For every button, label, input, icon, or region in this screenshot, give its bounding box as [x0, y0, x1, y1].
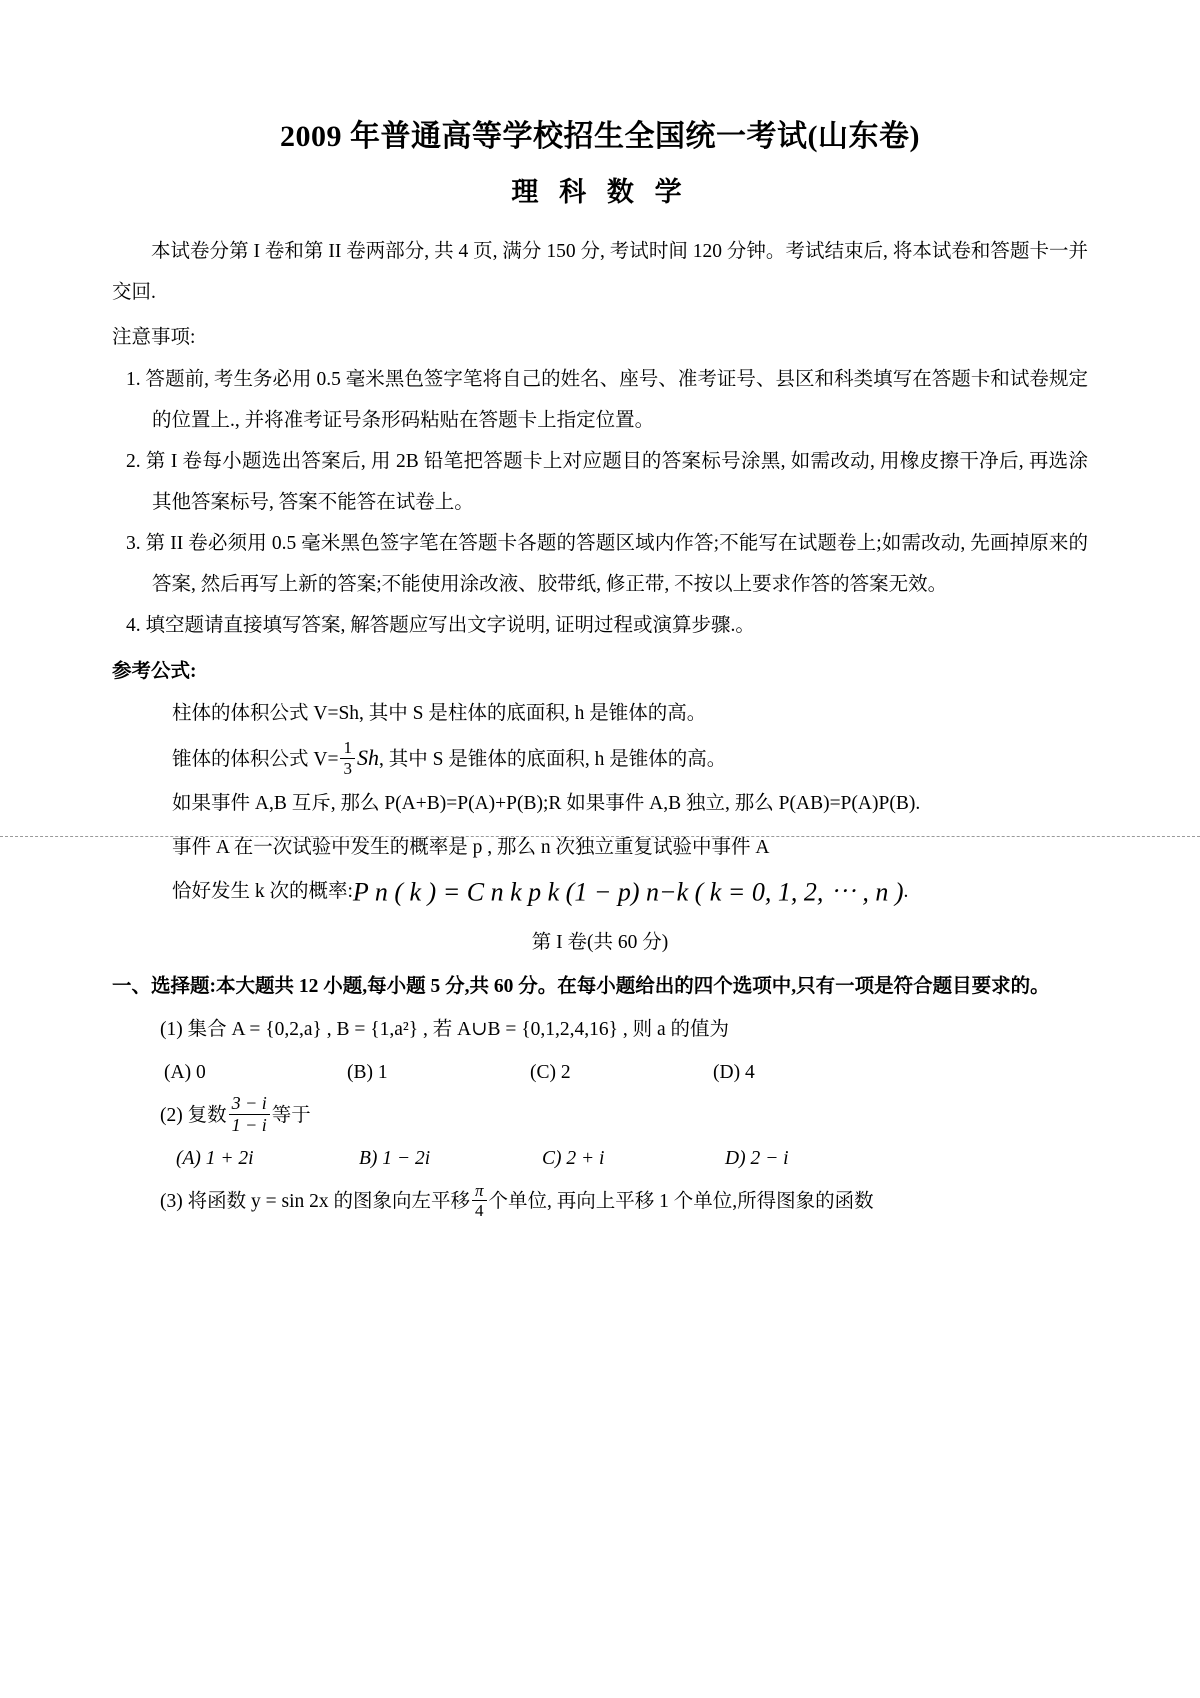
fraction-numerator: π — [472, 1182, 487, 1202]
choice-d[interactable]: (D) 4 — [713, 1062, 755, 1084]
fraction-one-third — [340, 739, 355, 778]
formula-cone-variable: Sh — [356, 744, 379, 770]
choice-d[interactable]: D) 2 − i — [725, 1148, 789, 1170]
formula-bernoulli — [112, 870, 1088, 915]
notice-list — [112, 359, 1088, 646]
list-item: 4. 填空题请直接填写答案, 解答题应写出文字说明, 证明过程或演算步骤.。 — [126, 614, 755, 636]
choice-a[interactable]: (A) 1 + 2i — [176, 1148, 254, 1170]
formula-cone-prefix: 锥体的体积公式 V= — [172, 748, 339, 770]
formula-cone-volume — [112, 736, 1088, 782]
fraction-denominator: 1 − i — [231, 1114, 267, 1135]
choice-b[interactable]: B) 1 − 2i — [359, 1148, 431, 1170]
formula-cone-suffix: , 其中 S 是锥体的底面积, h 是锥体的高。 — [378, 748, 727, 770]
fraction-complex — [229, 1094, 270, 1135]
formula-cylinder-volume: 柱体的体积公式 V=Sh, 其中 S 是柱体的底面积, h 是锥体的高。 — [172, 702, 707, 724]
formula-bernoulli-body: P n ( k ) = C n k p k (1 − p) n−k ( k = 0, 1, 2, ⋯ , n ) — [352, 877, 904, 907]
question-2-text-suffix: 等于 — [271, 1105, 311, 1127]
page-fold-divider — [0, 836, 1200, 837]
fraction-denominator: 4 — [475, 1201, 484, 1221]
intro-paragraph: 本试卷分第 I 卷和第 II 卷两部分, 共 4 页, 满分 150 分, 考试时间 120 分钟。考试结束后, 将本试卷和答题卡一并交回. — [112, 240, 1088, 303]
section-one-heading: 一、选择题:本大题共 12 小题,每小题 5 分,共 60 分。在每小题给出的四个选项中,只有一项是符合题目要求的。 — [112, 976, 1050, 998]
question-1-choices — [112, 1052, 1088, 1094]
page-subtitle: 理 科 数 学 — [511, 176, 689, 207]
question-2 — [112, 1094, 1088, 1138]
notice-heading: 注意事项: — [112, 326, 196, 348]
choice-c[interactable]: C) 2 + i — [542, 1148, 605, 1170]
fraction-numerator: 1 — [340, 739, 355, 759]
question-3-number: (3) — [160, 1191, 183, 1213]
formula-bernoulli-suffix: . — [903, 880, 909, 902]
formula-probability-basic: 如果事件 A,B 互斥, 那么 P(A+B)=P(A)+P(B);R 如果事件 A,B 独立, 那么 P(AB)=P(A)P(B). — [172, 792, 921, 814]
formula-heading: 参考公式: — [112, 660, 197, 682]
list-item: 2. 第 I 卷每小题选出答案后, 用 2B 铅笔把答题卡上对应题目的答案标号涂黑, 如需改动, 用橡皮擦干净后, 再选涂其他答案标号, 答案不能答在试卷上。 — [126, 450, 1088, 513]
formula-bernoulli-prefix: 恰好发生 k 次的概率: — [172, 880, 353, 902]
fraction-numerator: 3 − i — [229, 1094, 270, 1115]
paper-part-heading: 第 I 卷(共 60 分) — [531, 932, 669, 954]
list-item: 1. 答题前, 考生务必用 0.5 毫米黑色签字笔将自己的姓名、座号、准考证号、县区和科类填写在答题卡和试卷规定的位置上., 并将准考证号条形码粘贴在答题卡上指定位置。 — [126, 368, 1088, 431]
fraction-pi-over-four — [472, 1182, 487, 1221]
question-1-text: 集合 A = {0,2,a} , B = {1,a²} , 若 A∪B = {0,1,2,4,16} , 则 a 的值为 — [187, 1019, 730, 1041]
list-item: 3. 第 II 卷必须用 0.5 毫米黑色签字笔在答题卡各题的答题区域内作答;不能写在试题卷上;如需改动, 先画掉原来的答案, 然后再写上新的答案;不能使用涂改液、胶带纸, 修正带, 不按以上要求作答的答案无效。 — [126, 532, 1088, 595]
question-1-number: (1) — [160, 1019, 183, 1041]
question-3-text-a: 将函数 y = sin 2x 的图象向左平移 — [187, 1191, 471, 1213]
choice-b[interactable]: (B) 1 — [347, 1062, 388, 1084]
page-title: 2009 年普通高等学校招生全国统一考试(山东卷) — [280, 120, 920, 153]
choice-a[interactable]: (A) 0 — [164, 1062, 206, 1084]
fraction-denominator: 3 — [343, 758, 352, 778]
question-2-choices — [112, 1138, 1088, 1180]
question-3 — [112, 1180, 1088, 1224]
formula-bernoulli-intro: 事件 A 在一次试验中发生的概率是 p , 那么 n 次独立重复试验中事件 A — [172, 836, 770, 858]
question-2-number: (2) — [160, 1105, 183, 1127]
question-3-text-b: 个单位, 再向上平移 1 个单位,所得图象的函数 — [488, 1191, 874, 1213]
question-2-text-prefix: 复数 — [187, 1105, 227, 1127]
question-1 — [112, 1008, 1088, 1052]
choice-c[interactable]: (C) 2 — [530, 1062, 571, 1084]
